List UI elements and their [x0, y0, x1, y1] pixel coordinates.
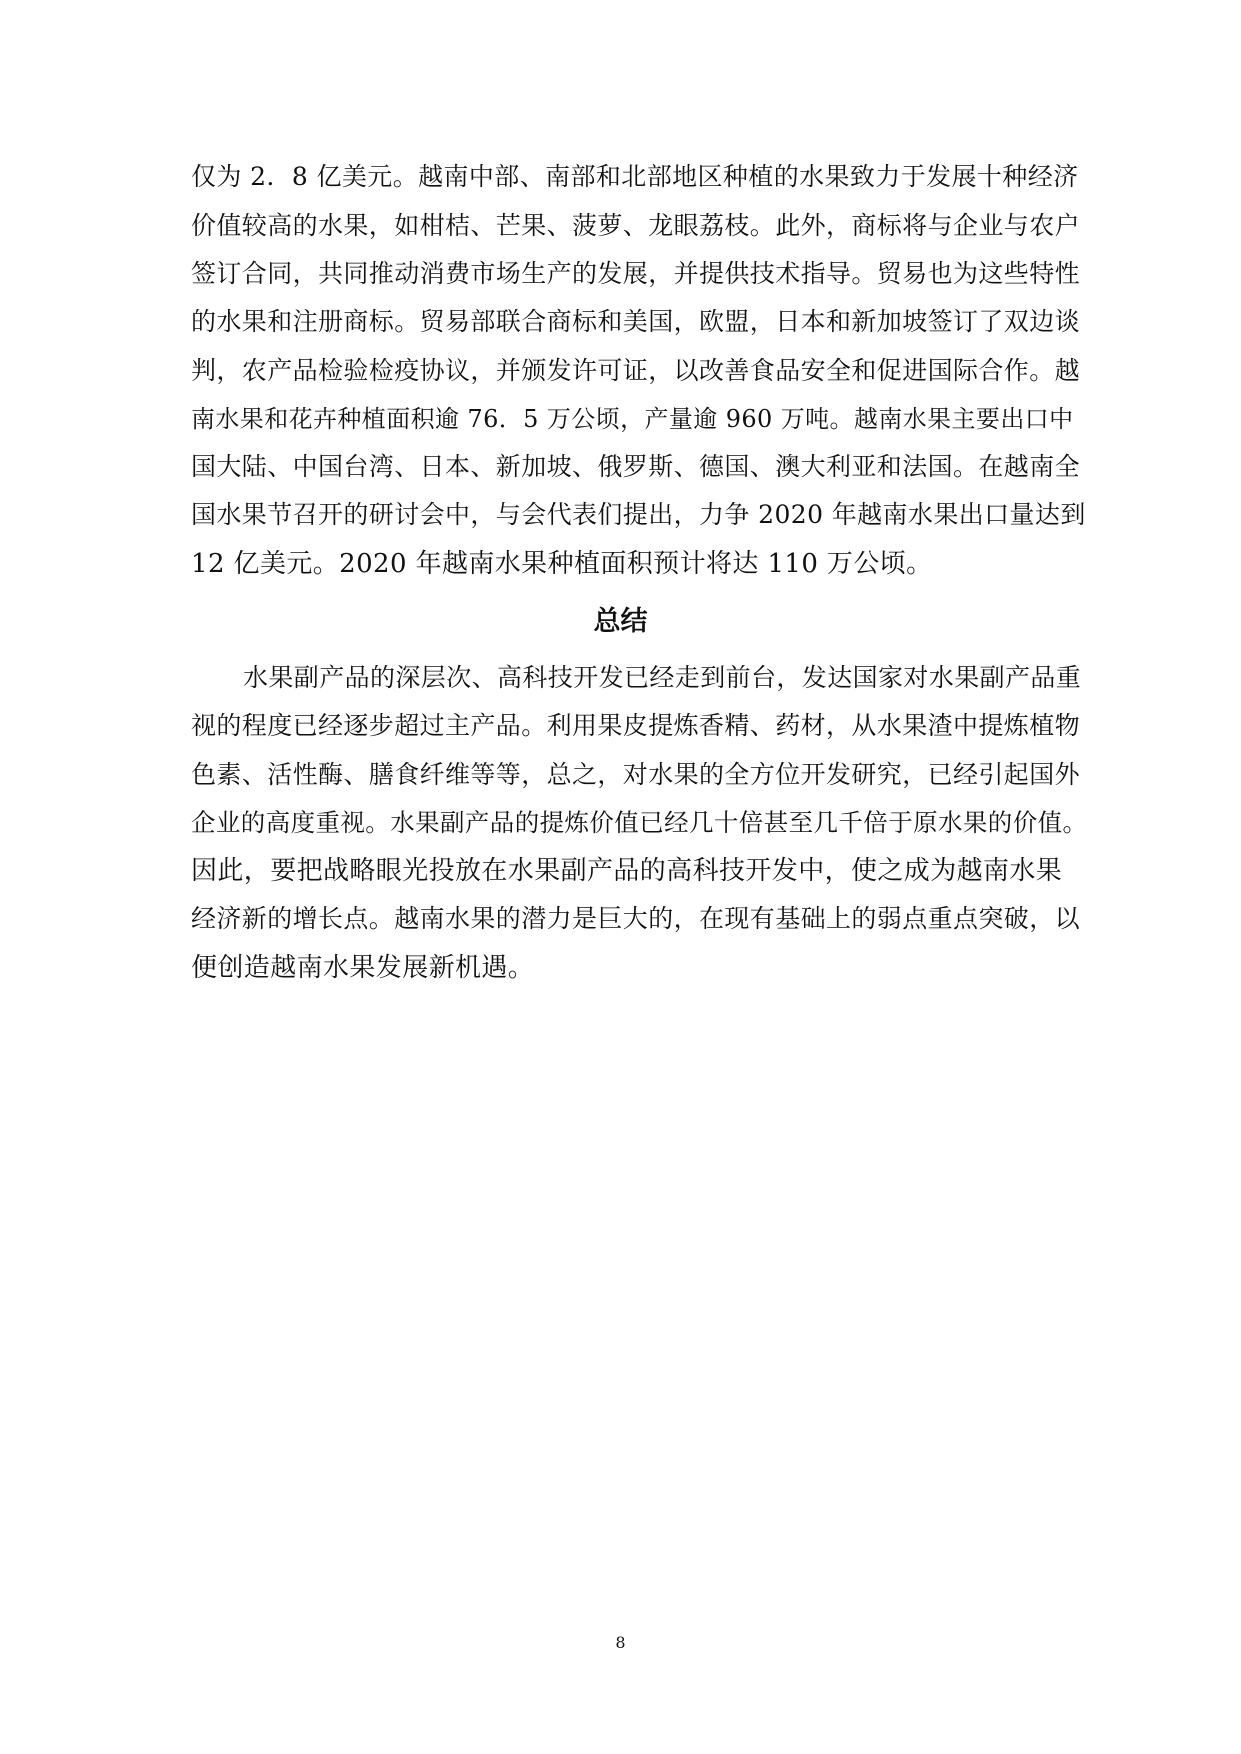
body-text-line: 的水果和注册商标。贸易部联合商标和美国，欧盟，日本和新加坡签订了双边谈 — [191, 307, 1081, 336]
body-text-line: 便创造越南水果发展新机遇。 — [191, 953, 535, 983]
body-text-line: 价值较高的水果，如柑桔、芒果、菠萝、龙眼荔枝。此外，商标将与企业与农户 — [191, 211, 1081, 240]
body-text-line: 12 亿美元。2020 年越南水果种植面积预计将达 110 万公顷。 — [191, 549, 933, 579]
body-text-line: 仅为 2．8 亿美元。越南中部、南部和北部地区种植的水果致力于发展十种经济 — [191, 162, 1079, 191]
body-text-line: 南水果和花卉种植面积逾 76．5 万公顷，产量逾 960 万吨。越南水果主要出口中 — [191, 405, 1074, 433]
body-text-line: 国水果节召开的研讨会中，与会代表们提出，力争 2020 年越南水果出口量达到 — [191, 500, 1086, 529]
body-text-line: 色素、活性酶、膳食纤维等等，总之，对水果的全方位开发研究，已经引起国外 — [191, 760, 1081, 789]
body-text-line: 签订合同，共同推动消费市场生产的发展，并提供技术指导。贸易也为这些特性 — [191, 259, 1081, 288]
body-text-line: 经济新的增长点。越南水果的潜力是巨大的，在现有基础上的弱点重点突破，以 — [191, 904, 1081, 933]
body-text-line: 企业的高度重视。水果副产品的提炼价值已经几十倍甚至几千倍于原水果的价值。 — [191, 808, 1088, 837]
body-text-line: 视的程度已经逐步超过主产品。利用果皮提炼香精、药材，从水果渣中提炼植物 — [191, 711, 1081, 740]
body-text-line: 国大陆、中国台湾、日本、新加坡、俄罗斯、德国、澳大利亚和法国。在越南全 — [191, 452, 1081, 481]
body-text-line: 水果副产品的深层次、高科技开发已经走到前台，发达国家对水果副产品重 — [243, 663, 1082, 692]
page-number: 8 — [615, 1633, 626, 1652]
body-text-line: 判，农产品检验检疫协议，并颁发许可证，以改善食品安全和促进国际合作。越 — [191, 356, 1081, 385]
section-heading: 总结 — [593, 606, 648, 637]
body-text-line: 因此，要把战略眼光投放在水果副产品的高科技开发中，使之成为越南水果 — [191, 856, 1063, 886]
